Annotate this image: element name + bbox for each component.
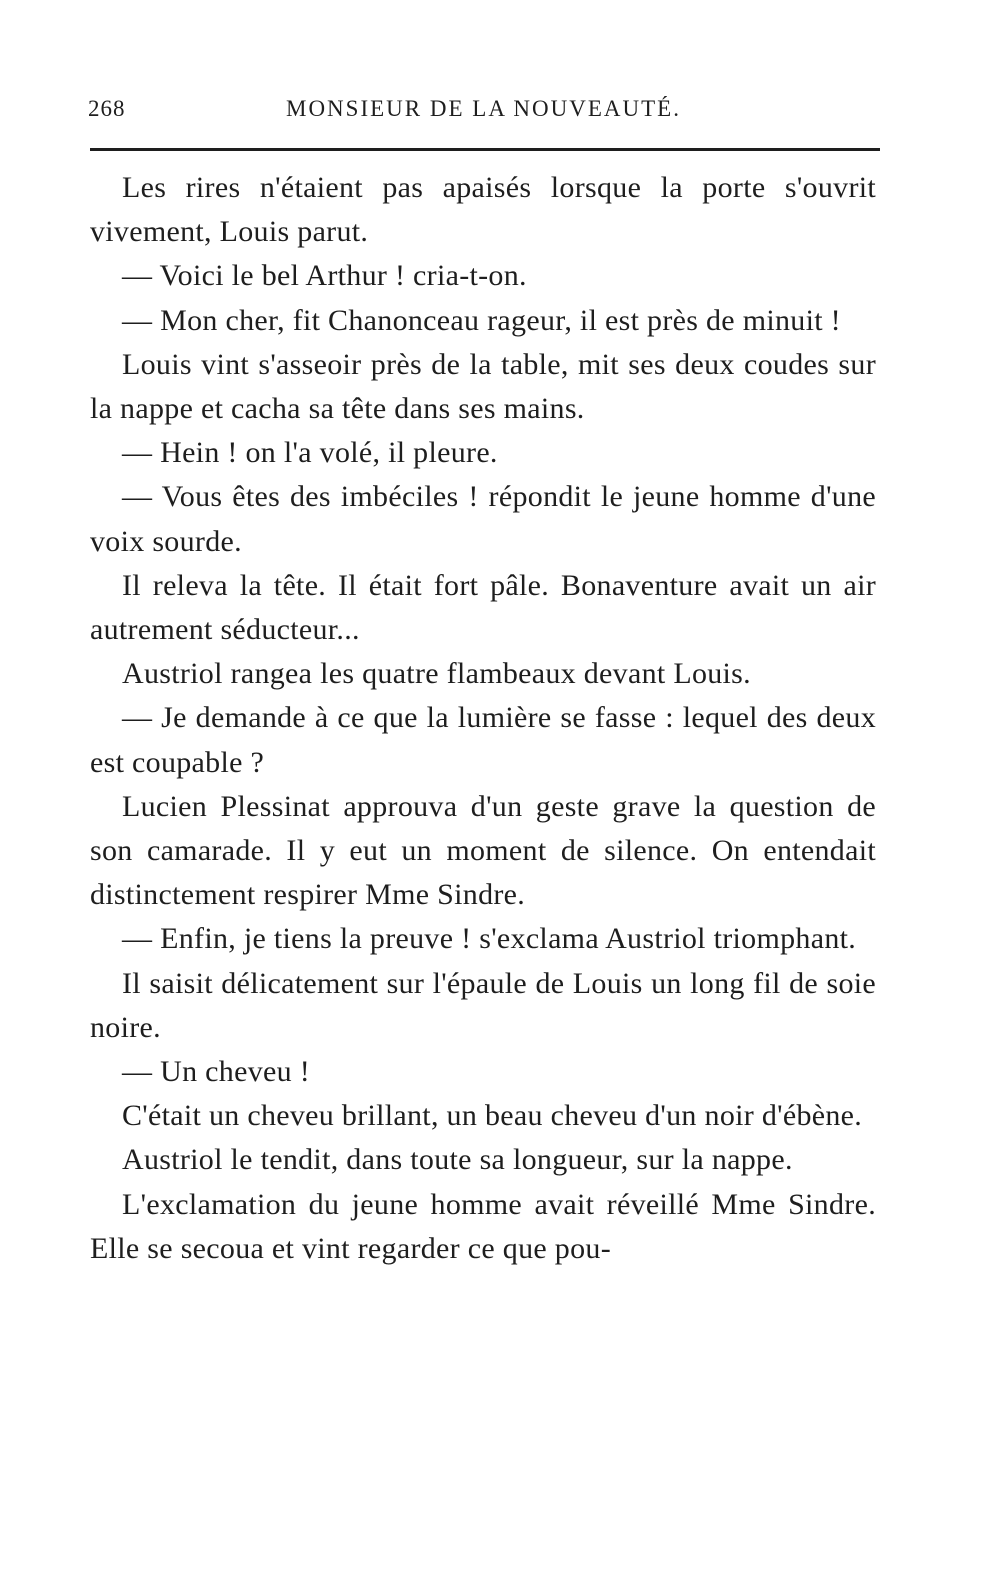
body-text	[90, 166, 876, 1271]
paragraph: Austriol rangea les quatre flambeaux devant Louis.	[122, 657, 751, 691]
paragraph: Les rires n'étaient pas apaisés lorsque la porte s'ouvrit vivement, Louis parut.	[90, 171, 876, 249]
paragraph: C'était un cheveu brillant, un beau cheveu d'un noir d'ébène.	[122, 1099, 863, 1133]
paragraph: Lucien Plessinat approuva d'un geste grave la question de son camarade. Il y eut un moment de silence. On entendait distinctement respirer Mme Sindre.	[90, 789, 876, 912]
paragraph: — Enfin, je tiens la preuve ! s'exclama Austriol triomphant.	[122, 922, 857, 956]
paragraph: — Un cheveu !	[122, 1055, 311, 1089]
paragraph: L'exclamation du jeune homme avait réveillé Mme Sindre. Elle se secoua et vint regarder ce que pou-	[90, 1187, 876, 1265]
header-rule	[90, 148, 880, 151]
running-title: MONSIEUR DE LA NOUVEAUTÉ.	[286, 96, 681, 121]
paragraph: Austriol le tendit, dans toute sa longueur, sur la nappe.	[122, 1143, 793, 1177]
paragraph: — Mon cher, fit Chanonceau rageur, il est près de minuit !	[122, 303, 841, 337]
paragraph: Il releva la tête. Il était fort pâle. Bonaventure avait un air autrement séducteur...	[90, 568, 876, 647]
paragraph: — Voici le bel Arthur ! cria-t-on.	[122, 259, 527, 293]
page-header	[88, 96, 878, 132]
paragraph: — Vous êtes des imbéciles ! répondit le jeune homme d'une voix sourde.	[90, 480, 876, 558]
paragraph: — Hein ! on l'a volé, il pleure.	[122, 436, 498, 470]
paragraph: Il saisit délicatement sur l'épaule de Louis un long fil de soie noire.	[90, 966, 876, 1044]
page-number: 268	[88, 96, 126, 121]
paragraph: Louis vint s'asseoir près de la table, mit ses deux coudes sur la nappe et cacha sa tête dans ses mains.	[90, 347, 876, 426]
paragraph: — Je demande à ce que la lumière se fasse : lequel des deux est coupable ?	[90, 701, 876, 779]
